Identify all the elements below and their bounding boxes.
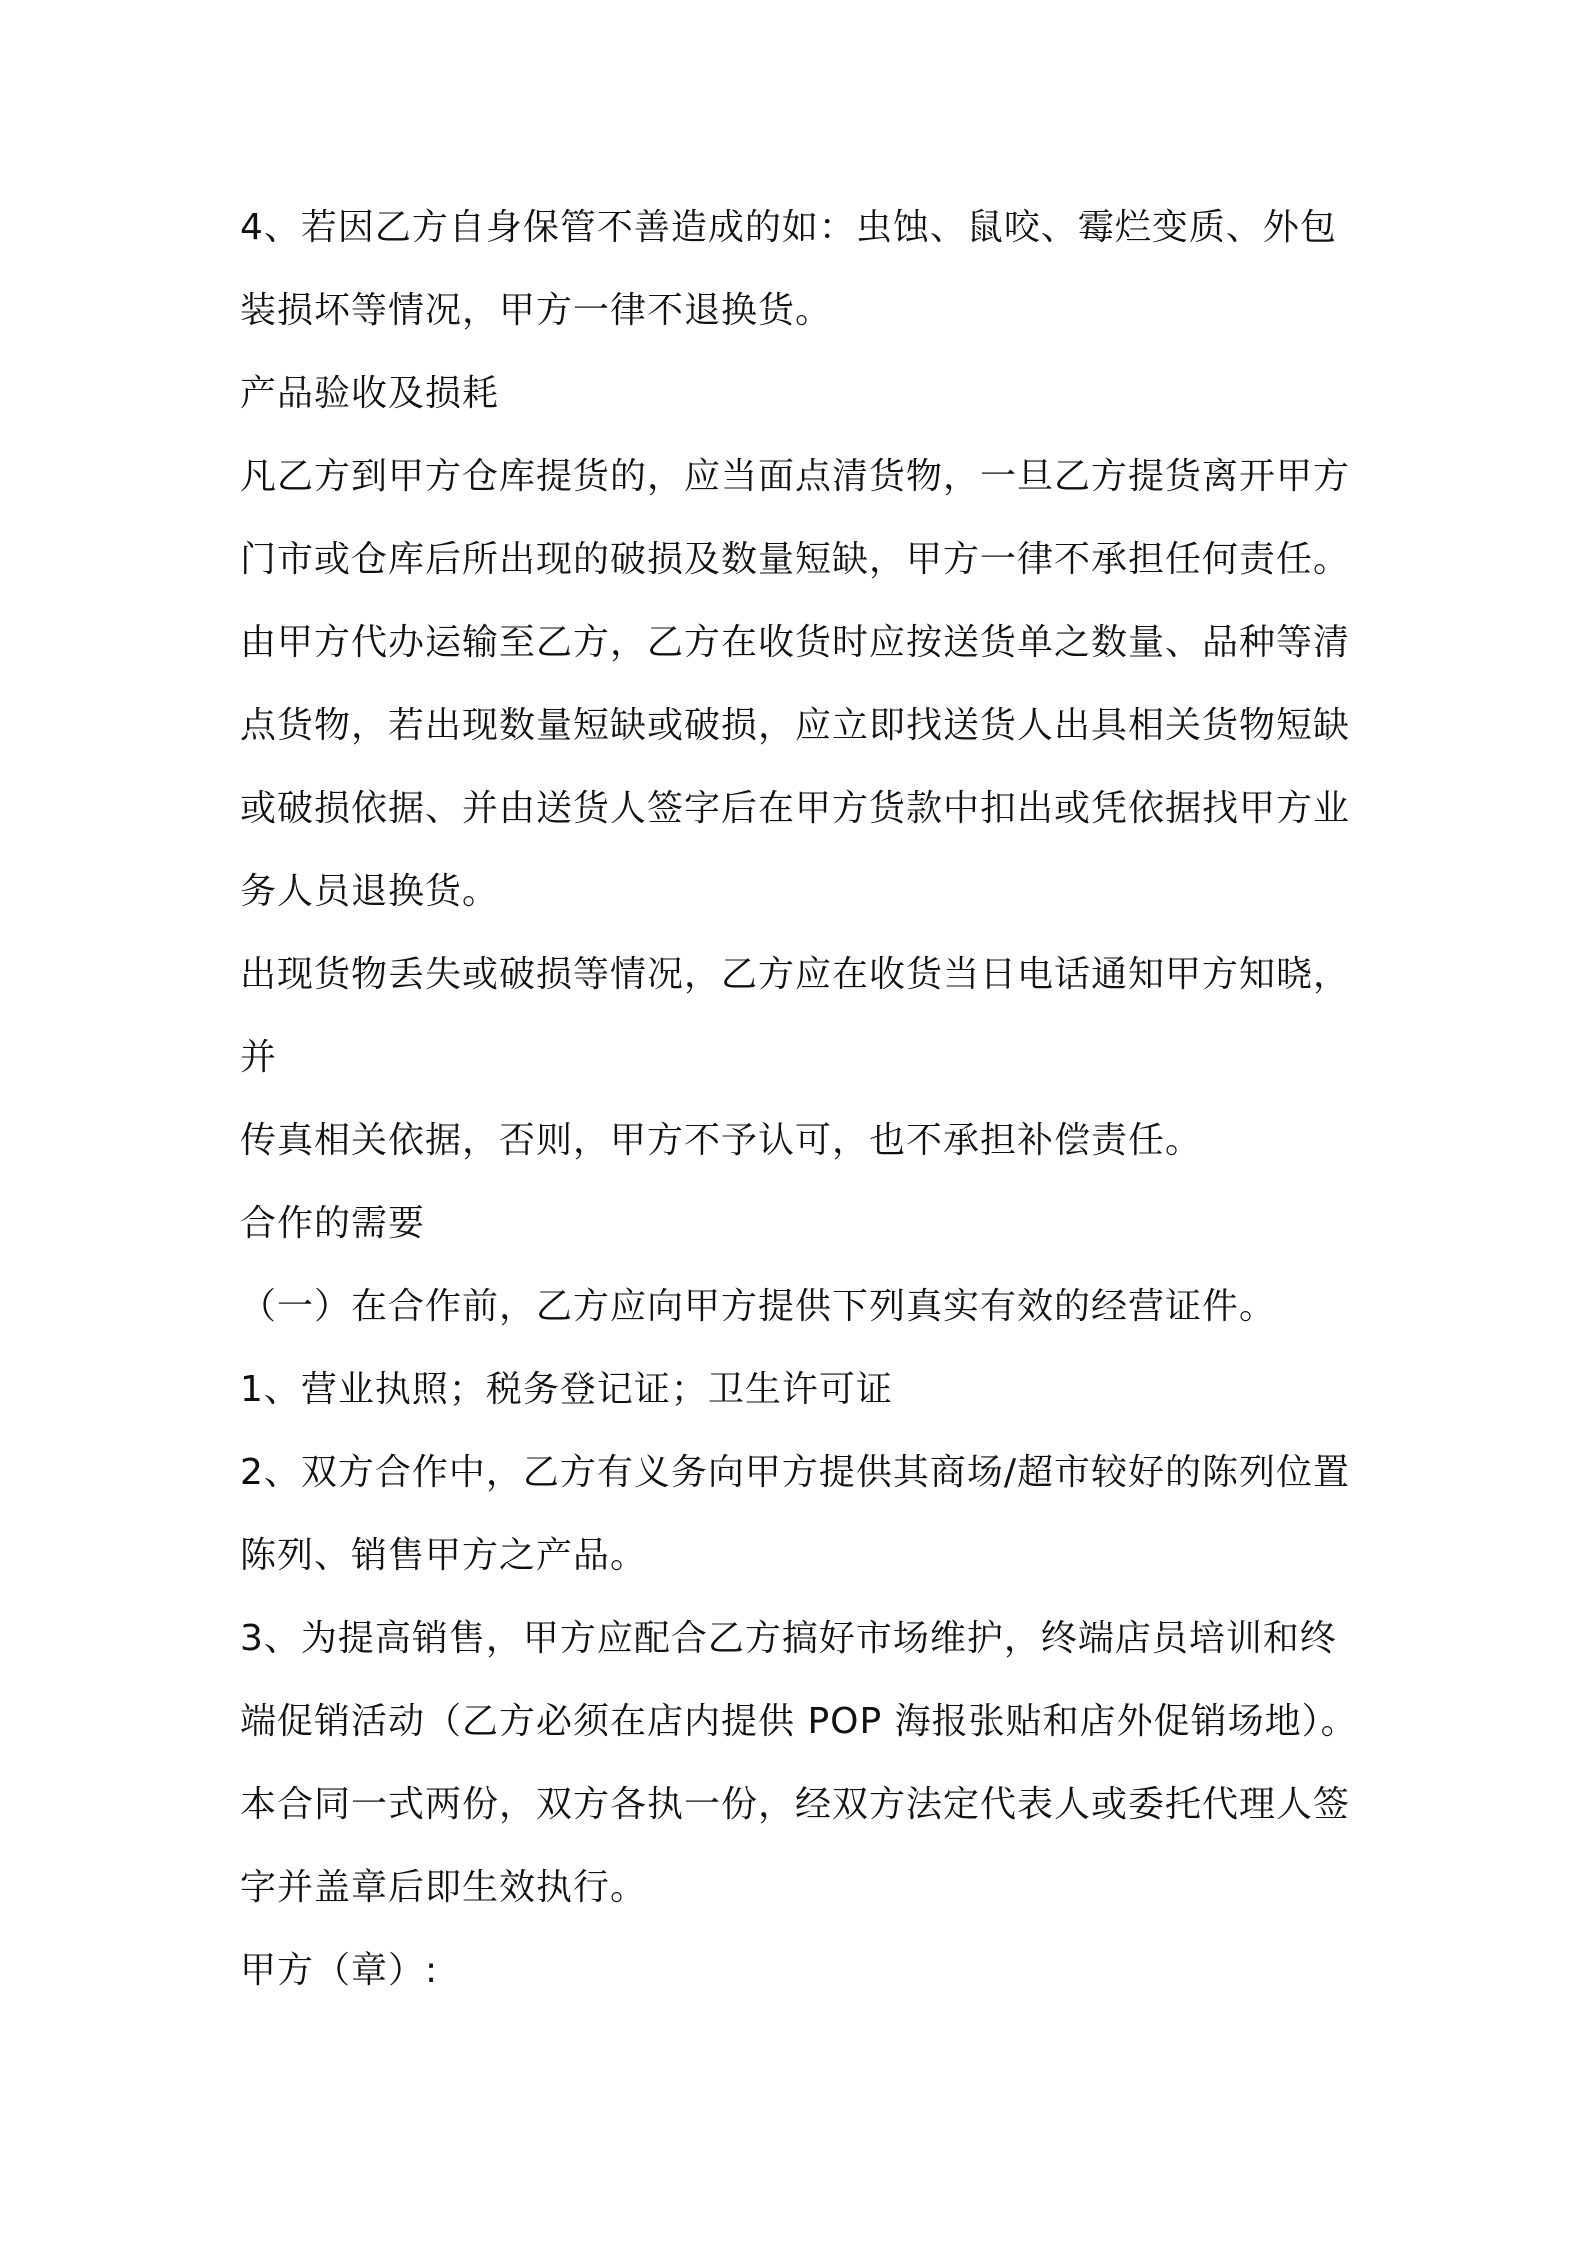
text-line: 凡乙方到甲方仓库提货的，应当面点清货物，一旦乙方提货离开甲方 <box>240 456 1351 497</box>
text-line: 2、双方合作中，乙方有义务向甲方提供其商场/超市较好的陈列位置 <box>240 1452 1351 1493</box>
text-line: 装损坏等情况，甲方一律不退换货。 <box>240 290 833 331</box>
text-line: 陈列、销售甲方之产品。 <box>240 1535 648 1576</box>
text-line: 传真相关依据，否则，甲方不予认可，也不承担补偿责任。 <box>240 1120 1203 1161</box>
text-line: （一）在合作前，乙方应向甲方提供下列真实有效的经营证件。 <box>240 1286 1277 1327</box>
text-line: 4、若因乙方自身保管不善造成的如：虫蚀、鼠咬、霉烂变质、外包 <box>240 207 1337 248</box>
signature-label: 甲方（章）: <box>240 1950 439 1991</box>
text-line: 点货物，若出现数量短缺或破损，应立即找送货人出具相关货物短缺 <box>240 705 1351 746</box>
text-line: 端促销活动（乙方必须在店内提供 POP 海报张贴和店外促销场地）。 <box>240 1701 1358 1742</box>
document-body <box>240 196 1370 2022</box>
text-line: 并 <box>240 1037 278 1078</box>
text-line: 门市或仓库后所出现的破损及数量短缺，甲方一律不承担任何责任。 <box>240 539 1351 580</box>
text-line: 务人员退换货。 <box>240 871 500 912</box>
text-line: 或破损依据、并由送货人签字后在甲方货款中扣出或凭依据找甲方业 <box>240 788 1351 829</box>
text-line: 由甲方代办运输至乙方，乙方在收货时应按送货单之数量、品种等清 <box>240 622 1351 663</box>
text-line: 出现货物丢失或破损等情况，乙方应在收货当日电话通知甲方知晓， <box>240 954 1351 995</box>
section-heading: 合作的需要 <box>240 1203 426 1244</box>
section-heading: 产品验收及损耗 <box>240 373 500 414</box>
text-line: 3、为提高销售，甲方应配合乙方搞好市场维护，终端店员培训和终 <box>240 1618 1337 1659</box>
text-line: 字并盖章后即生效执行。 <box>240 1867 648 1908</box>
text-line: 1、营业执照；税务登记证；卫生许可证 <box>240 1369 893 1410</box>
text-line: 本合同一式两份，双方各执一份，经双方法定代表人或委托代理人签 <box>240 1784 1351 1825</box>
